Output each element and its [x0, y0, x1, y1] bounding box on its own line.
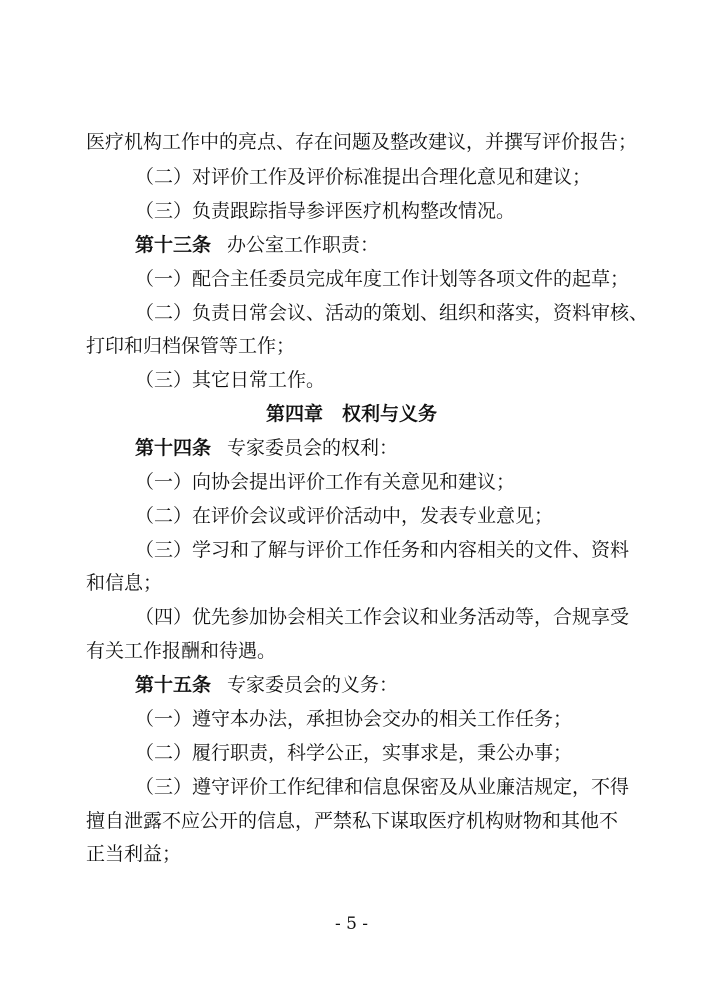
paragraph-line: （二）对评价工作及评价标准提出合理化意见和建议； [135, 166, 592, 188]
chapter-heading: 第四章 权利与义务 [265, 403, 437, 425]
article-13-heading [135, 233, 617, 257]
article-14-text: 专家委员会的权利： [227, 437, 399, 459]
paragraph-line: 打印和归档保管等工作； [86, 335, 296, 357]
paragraph-line: （一）配合主任委员完成年度工作计划等各项文件的起草； [135, 268, 630, 290]
article-13-text: 办公室工作职责： [227, 234, 380, 256]
article-15-heading [135, 673, 617, 697]
paragraph-line: （二）负责日常会议、活动的策划、组织和落实，资料审核、 [135, 302, 649, 324]
paragraph-line: （三）负责跟踪指导参评医疗机构整改情况。 [135, 200, 516, 222]
article-15-title: 第十五条 [135, 674, 212, 696]
paragraph-line: （一）遵守本办法，承担协会交办的相关工作任务； [135, 708, 573, 730]
paragraph-line: 擅自泄露不应公开的信息，严禁私下谋取医疗机构财物和其他不 [86, 810, 619, 832]
article-14-title: 第十四条 [135, 437, 212, 459]
paragraph-line: （三）其它日常工作。 [135, 369, 326, 391]
paragraph-line: （四）优先参加协会相关工作会议和业务活动等，合规享受 [135, 606, 630, 628]
paragraph-line: （二）在评价会议或评价活动中，发表专业意见； [135, 505, 554, 527]
article-13-title: 第十三条 [135, 234, 212, 256]
page-number: - 5 - [334, 914, 369, 934]
paragraph-line: 正当利益； [86, 843, 182, 865]
paragraph-line: 医疗机构工作中的亮点、存在问题及整改建议，并撰写评价报告； [86, 131, 638, 153]
paragraph-line: （三）遵守评价工作纪律和信息保密及从业廉洁规定，不得 [135, 776, 630, 798]
paragraph-line: （一）向协会提出评价工作有关意见和建议； [135, 471, 516, 493]
paragraph-line: 有关工作报酬和待遇。 [86, 640, 277, 662]
article-15-text: 专家委员会的义务： [227, 674, 399, 696]
paragraph-line: （二）履行职责，科学公正，实事求是，秉公办事； [135, 742, 573, 764]
paragraph-line: （三）学习和了解与评价工作任务和内容相关的文件、资料 [135, 539, 630, 561]
paragraph-line: 和信息； [86, 572, 163, 594]
article-14-heading [135, 436, 617, 460]
